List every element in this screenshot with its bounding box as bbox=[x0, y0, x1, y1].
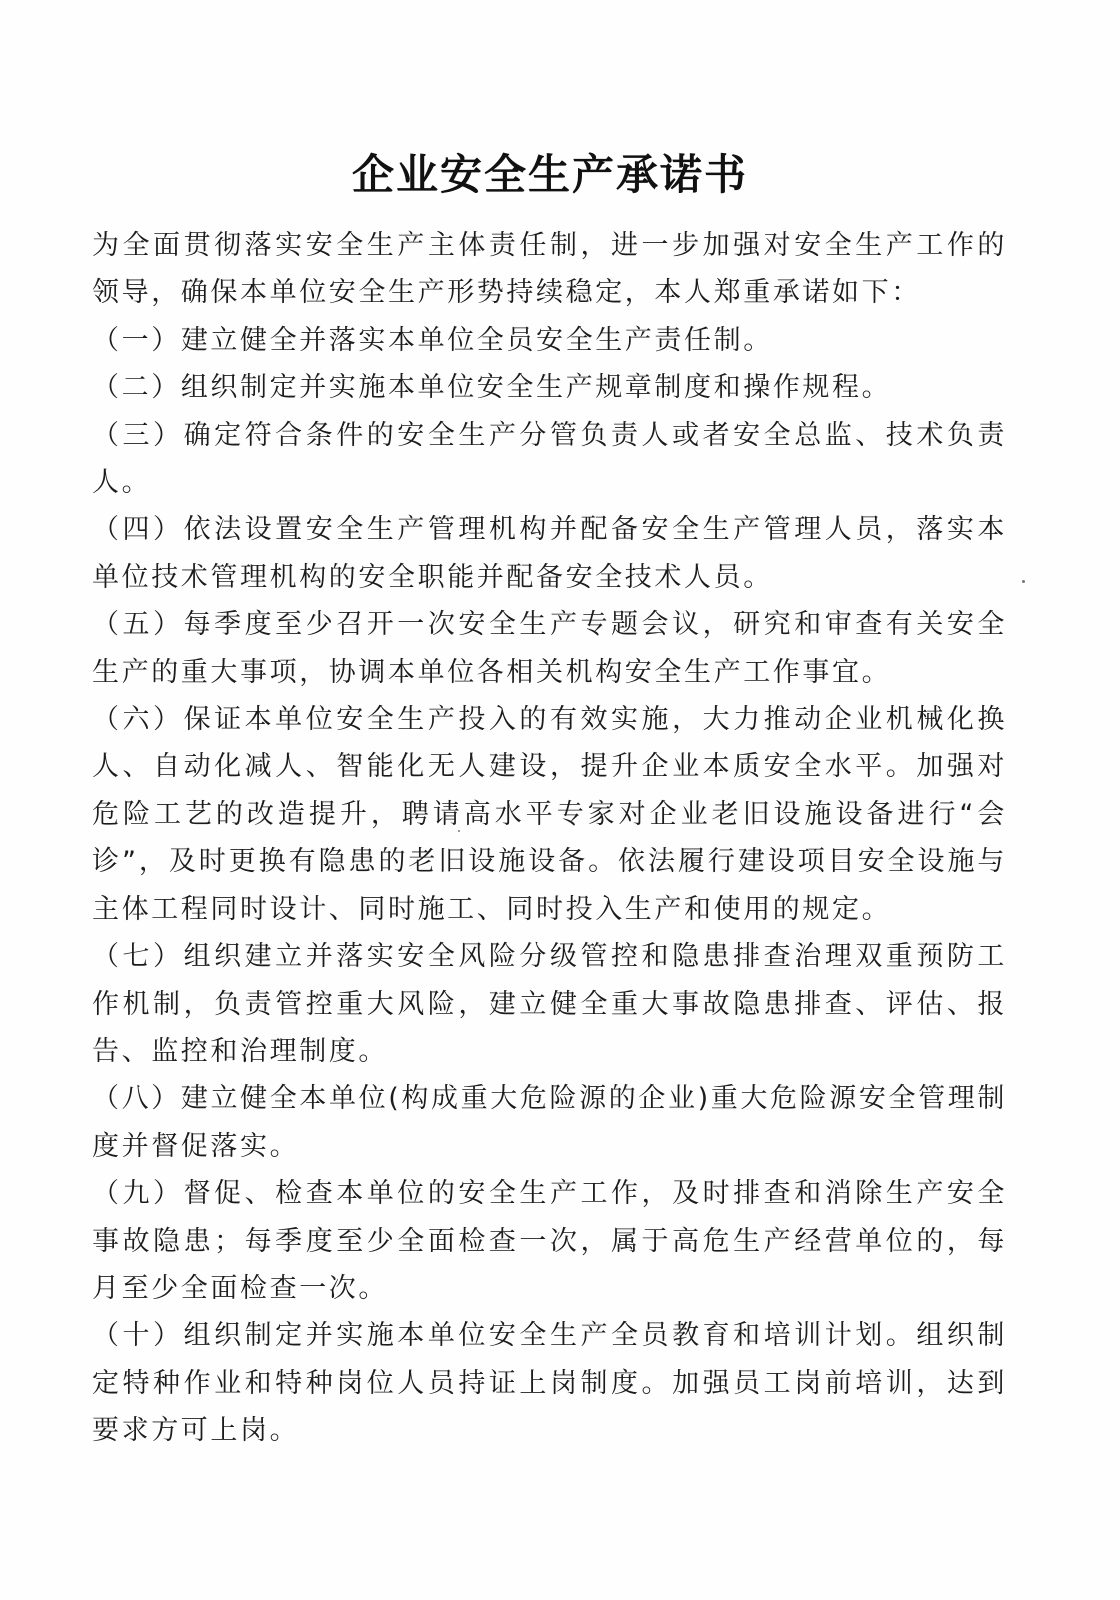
item-number: （七） bbox=[92, 941, 184, 973]
commitment-item-1 bbox=[92, 317, 1007, 364]
item-number: （九） bbox=[92, 1178, 184, 1210]
item-number: （二） bbox=[92, 372, 181, 404]
intro-paragraph: 为全面贯彻落实安全生产主体责任制，进一步加强对安全生产工作的领导，确保本单位安全生产形势持续稳定，本人郑重承诺如下： bbox=[92, 230, 1007, 309]
commitment-item-9 bbox=[92, 1170, 1007, 1312]
commitment-item-3 bbox=[92, 412, 1007, 507]
item-number: （六） bbox=[92, 704, 184, 736]
document-title: 企业安全生产承诺书 bbox=[351, 150, 748, 199]
commitment-item-2 bbox=[92, 364, 1007, 411]
item-text: 建立健全并落实本单位全员安全生产责任制。 bbox=[180, 324, 773, 356]
item-number: （八） bbox=[92, 1083, 181, 1115]
item-text: 建立健全本单位(构成重大危险源的企业)重大危险源安全管理制度并督促落实。 bbox=[92, 1083, 1007, 1162]
item-number: （十） bbox=[92, 1320, 184, 1352]
item-text: 依法设置安全生产管理机构并配备安全生产管理人员，落实本单位技术管理机构的安全职能并配备安全技术人员。 bbox=[92, 514, 1007, 593]
item-text: 组织制定并实施本单位安全生产全员教育和培训计划。组织制定特种作业和特种岗位人员持证上岗制度。加强员工岗前培训，达到要求方可上岗。 bbox=[92, 1320, 1007, 1447]
commitment-item-4 bbox=[92, 506, 1007, 601]
item-number: （一） bbox=[92, 324, 181, 356]
item-text: 督促、检查本单位的安全生产工作，及时排查和消除生产安全事故隐患；每季度至少全面检查一次，属于高危生产经营单位的，每月至少全面检查一次。 bbox=[92, 1178, 1007, 1304]
item-number: （三） bbox=[92, 419, 184, 451]
commitment-item-10 bbox=[92, 1312, 1007, 1454]
item-number: （五） bbox=[92, 609, 184, 641]
commitment-item-8 bbox=[92, 1075, 1007, 1170]
item-text: 组织制定并实施本单位安全生产规章制度和操作规程。 bbox=[180, 372, 892, 404]
item-text: 确定符合条件的安全生产分管负责人或者安全总监、技术负责人。 bbox=[92, 419, 1007, 499]
commitment-item-5 bbox=[92, 601, 1007, 696]
item-text: 保证本单位安全生产投入的有效实施，大力推动企业机械化换人、自动化减人、智能化无人建设，提升企业本质安全水平。加强对危险工艺的改造提升，聘请高水平专家对企业老旧设施设备进行“会诊”，及时更换有隐患的老旧设施设备。依法履行建设项目安全设施与主体工程同时设计、同时施工、同时投入生产和使用的规定。 bbox=[92, 704, 1007, 925]
item-number: （四） bbox=[92, 514, 184, 546]
commitment-item-7 bbox=[92, 933, 1007, 1075]
item-text: 每季度至少召开一次安全生产专题会议，研究和审查有关安全生产的重大事项，协调本单位各相关机构安全生产工作事宜。 bbox=[92, 609, 1007, 688]
item-text: 组织建立并落实安全风险分级管控和隐患排查治理双重预防工作机制，负责管控重大风险，建立健全重大事故隐患排查、评估、报告、监控和治理制度。 bbox=[92, 941, 1007, 1067]
commitment-item-6 bbox=[92, 696, 1007, 933]
document-body bbox=[92, 222, 1007, 1455]
scan-speck bbox=[458, 830, 460, 832]
scan-speck bbox=[1022, 580, 1025, 583]
